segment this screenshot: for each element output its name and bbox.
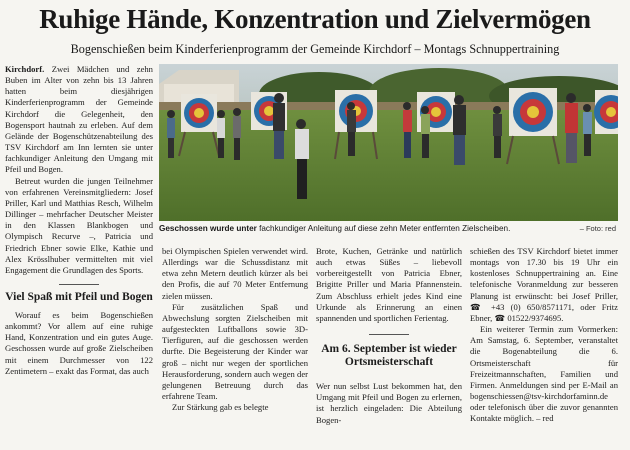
caption-lead: Geschossen wurde unter (159, 224, 257, 233)
headline: Ruhige Hände, Konzentration und Zielvermögen (39, 4, 591, 34)
crosshead-rule (59, 284, 99, 285)
paragraph: Wer nun selbst Lust bekommen hat, den Umgang mit Pfeil und Bogen zu erlernen, ist herzlich eingeladen: Die Abteilung Bogen- (316, 381, 462, 425)
subheadline: Bogenschießen beim Kinderferienprogramm der Gemeinde Kirchdorf – Montags Schnuppertraining (70, 42, 560, 56)
article-column-2 (162, 246, 308, 413)
paragraph: Ein weiterer Termin zum Vormerken: Am Samstag, 6. September, veranstaltet die Bogenabteilung die 6. Ortsmeisterschaft für Freizeitmannschaften, Familien und Firmen. Anmeldungen sind per E-Mail an bogenschiessen@tsv-kirchdorfaminn.de oder telefonisch über die zuvor genannten Kontakte möglich. – red (470, 324, 618, 424)
paragraph-text: Zwei Mädchen und zehn Buben im Alter von zehn bis 13 Jahren hatten beim diesjährigen Kinderferienprogramm der Gemeinde Kirchdorf die Gelegenheit, den Bogensport hautnah zu erleben. Auf dem Gelände der Bogenschützenabteilung des TSV Kirchdorf am Inn lernten sie unter fachkundiger Anleitung den Umgang mit Pfeil und Bogen. (5, 64, 153, 175)
paragraph: Für zusätzlichen Spaß und Abwechslung sorgten Zielscheiben mit aufgesteckten Luftballons sowie 3D-Tierfiguren, auf die geschossen werden durfte. Die Begeisterung der Kinder war groß – nicht nur wegen der sportlichen Herausforderung, sondern auch wegen der gelungenen Betreuung durch das erfahrene Team. (162, 301, 308, 402)
paragraph (5, 64, 153, 176)
paragraph: bei Olympischen Spielen verwendet wird. Allerdings war die Schussdistanz mit etwa zehn Metern deutlich kürzer als bei den Profis, die auf 70 Meter Entfernung zielen müssen. (162, 246, 308, 301)
caption-text: fachkundiger Anleitung auf diese zehn Meter entfernten Zielscheiben. (256, 224, 511, 233)
photo-caption (159, 224, 618, 234)
photo-credit: – Foto: red (579, 224, 616, 233)
target-6 (594, 90, 618, 134)
crosshead-rule (369, 334, 409, 335)
crosshead: Am 6. September ist wieder Ortsmeisterschaft (316, 334, 462, 369)
paragraph: schießen des TSV Kirchdorf bietet immer montags von 17.30 bis 19 Uhr ein kostenloses Schnuppertraining an. Eine telefonische Voranmeldung zur besseren Planung ist erwünscht: bei Josef Priller, ☎ +43 (0) 650/8571171, oder Fritz Ebner, ☎ 01522/9374695. (470, 246, 618, 323)
paragraph: Worauf es beim Bogenschießen ankommt? Vor allem auf eine ruhige Hand, Konzentration und ein gutes Auge. Geschossen wurde auf große Zielscheiben mit einem Durchmesser von 122 Zentimetern – exakt das Format, das auch (5, 309, 153, 376)
article-column-1 (5, 64, 153, 377)
article-column-4 (470, 246, 618, 425)
article-photo (159, 64, 618, 221)
article-column-3 (316, 246, 462, 426)
dateline: Kirchdorf. (5, 64, 45, 74)
paragraph: Brote, Kuchen, Getränke und natürlich auch etwas Süßes – liebevoll vorbereitgestellt von Patricia Ebner, Brigitte Priller und Maria Pfannenstein. Zum Abschluss erhielt jedes Kind eine Urkunde als Erinnerung an einen spannenden und sportlichen Ferientag. (316, 246, 462, 323)
paragraph: Betreut wurden die jungen Teilnehmer von erfahrenen Vereinsmitgliedern: Josef Priller, Karl und Matthias Resch, Wilhelm Dillinger – mehrfacher Deutscher Meister in den Klassen Blankbogen und Olympisch Recurve –, Patricia und Friedrich Ebner sowie Elke, Kathie und Alex Krösslhuber vermittelten mit viel Engagement die Grundlagen des Sports. (5, 175, 153, 275)
crosshead: Viel Spaß mit Pfeil und Bogen (5, 284, 153, 304)
paragraph: Zur Stärkung gab es belegte (172, 402, 269, 413)
